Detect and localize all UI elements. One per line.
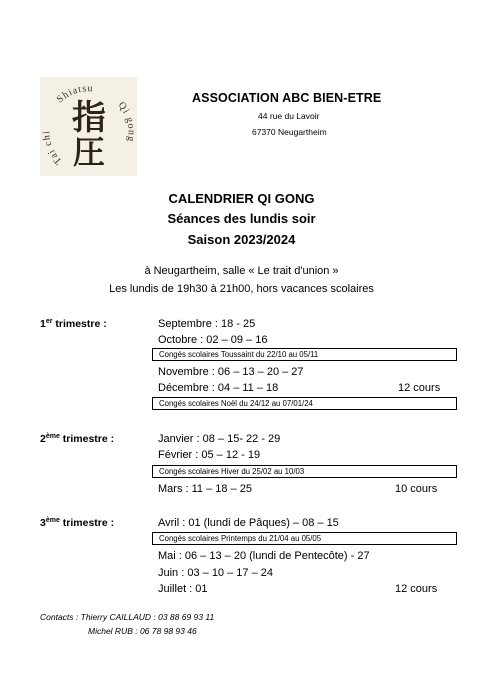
address-city: 67370 Neugartheim — [252, 127, 327, 137]
logo-kanji-top: 指 — [72, 98, 106, 138]
trimester-1-line: Octobre : 02 – 09 – 16 — [158, 334, 268, 346]
trimester-1-label: 1er trimestre : — [40, 318, 107, 330]
logo-kanji-bottom: 圧 — [72, 133, 106, 171]
logo-ring-left: Tai chi — [41, 130, 65, 167]
trimester-3-line: Avril : 01 (lundi de Pâques) – 08 – 15 — [158, 517, 339, 529]
trimester-1-line: Décembre : 04 – 11 – 18 — [158, 382, 279, 394]
holiday-box: Congés scolaires Noël du 24/12 au 07/01/24 — [152, 397, 457, 410]
holiday-box: Congés scolaires Hiver du 25/02 au 10/03 — [152, 465, 457, 478]
logo-ring-top: Shiatsu — [54, 83, 94, 106]
trimester-2-count: 10 cours — [395, 483, 438, 495]
trimester-2-line: Mars : 11 – 18 – 25 — [158, 483, 252, 495]
info-location: à Neugartheim, salle « Le trait d'union » — [144, 265, 339, 277]
logo-graphic — [40, 77, 137, 176]
trimester-2-line: Janvier : 08 – 15- 22 - 29 — [158, 433, 281, 445]
logo — [40, 77, 137, 176]
contact-person-2: Michel RUB : 06 78 98 93 46 — [88, 626, 197, 636]
svg-text:Tai chi — [41, 130, 64, 167]
title-season: Saison 2023/2024 — [187, 232, 296, 247]
trimester-1-line: Novembre : 06 – 13 – 20 – 27 — [158, 366, 304, 378]
trimester-1-line: Septembre : 18 - 25 — [158, 318, 256, 330]
trimester-3-line: Juillet : 01 — [158, 583, 208, 595]
address-street: 44 rue du Lavoir — [258, 111, 320, 121]
trimester-2-label: 2ème trimestre : — [40, 433, 115, 445]
trimester-3-line: Juin : 03 – 10 – 17 – 24 — [158, 567, 273, 579]
contacts-line-1: Contacts : Thierry CAILLAUD : 03 88 69 93 11 — [40, 612, 215, 622]
holiday-box: Congés scolaires Toussaint du 22/10 au 05/11 — [152, 348, 457, 361]
holiday-box: Congés scolaires Printemps du 21/04 au 05/05 — [152, 532, 457, 545]
trimester-3-label: 3ème trimestre : — [40, 517, 115, 529]
logo-ring-right: Qi gong — [115, 99, 137, 144]
svg-text:Qi gong — [116, 100, 137, 143]
contact-person-1: Thierry CAILLAUD : 03 88 69 93 11 — [80, 612, 215, 622]
title-sessions: Séances des lundis soir — [167, 211, 316, 226]
trimester-3-line: Mai : 06 – 13 – 20 (lundi de Pentecôte) - 27 — [158, 550, 370, 562]
trimester-1-count: 12 cours — [398, 382, 441, 394]
info-schedule: Les lundis de 19h30 à 21h00, hors vacances scolaires — [109, 283, 374, 295]
trimester-3-count: 12 cours — [395, 583, 438, 595]
title-calendar: CALENDRIER QI GONG — [168, 191, 315, 206]
trimester-2-line: Février : 05 – 12 - 19 — [158, 449, 261, 461]
association-name: ASSOCIATION ABC BIEN-ETRE — [192, 91, 382, 105]
